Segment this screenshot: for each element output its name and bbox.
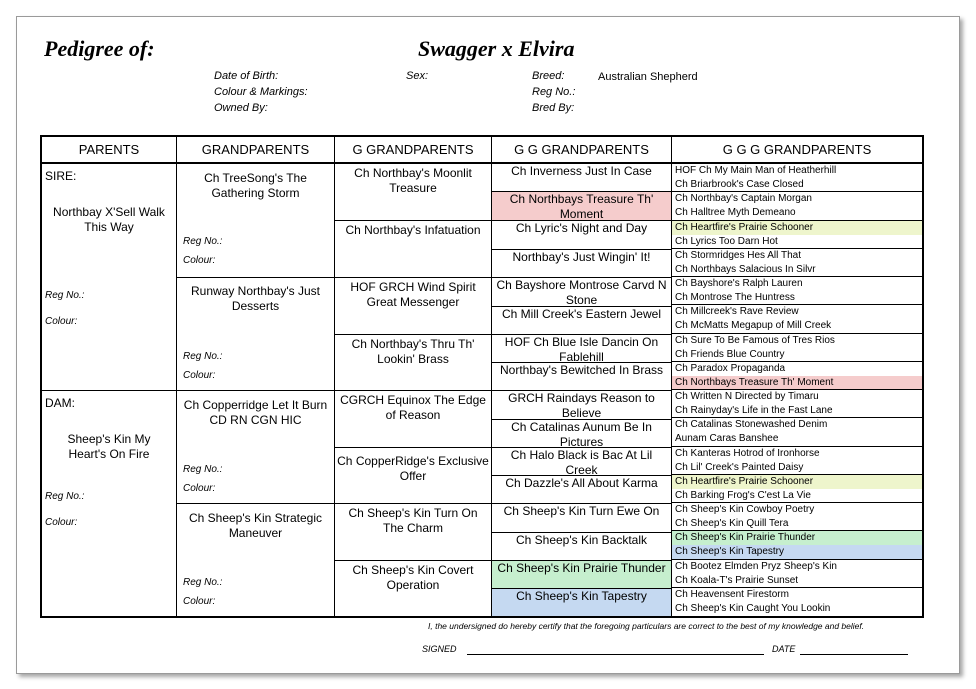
ggg-grandparent-cell: Ch McMatts Megapup of Mill Creek — [672, 319, 922, 334]
ggg-grandparent-cell: Ch Lyrics Too Darn Hot — [672, 235, 922, 249]
colour-markings-label: Colour & Markings: — [214, 86, 308, 98]
g-grandparent-cell: Ch Northbay's Thru Th' Lookin' Brass — [335, 335, 492, 391]
gg-grandparent-cell: GRCH Raindays Reason to Believe — [492, 391, 672, 420]
gp-reg-label: Reg No.: — [183, 351, 223, 362]
pedigree-title-label: Pedigree of: — [44, 36, 155, 61]
ggg-grandparent-cell-highlighted: Ch Northbays Treasure Th' Moment — [672, 376, 922, 390]
col-header-ggg-grandparents: G G G GRANDPARENTS — [672, 137, 922, 164]
ggg-grandparent-cell: Ch Barking Frog's C'est La Vie — [672, 489, 922, 503]
gp-reg-label: Reg No.: — [183, 236, 223, 247]
ggg-grandparents-column — [672, 164, 922, 616]
ggg-grandparent-cell: Ch Sheep's Kin Caught You Lookin — [675, 603, 831, 614]
ggg-grandparent-cell-highlighted: Ch Heartfire's Prairie Schooner — [672, 475, 922, 489]
g-grandparent-cell: Ch Sheep's Kin Turn On The Charm — [335, 504, 492, 561]
dam-name: Sheep's Kin My Heart's On Fire — [67, 432, 151, 461]
ggg-grandparent-cell: Ch Kanteras Hotrod of Ironhorse — [675, 448, 820, 459]
breed-label: Breed: — [532, 70, 565, 82]
gg-grandparent-cell-highlighted: Ch Sheep's Kin Prairie Thunder — [492, 561, 672, 589]
ggg-grandparent-cell: Ch Stormridges Hes All That — [675, 250, 801, 261]
sire-reg-label: Reg No.: — [45, 290, 85, 301]
col-header-grandparents: GRANDPARENTS — [177, 137, 335, 164]
gg-grandparent-cell: Ch Bayshore Montrose Carvd N Stone — [492, 278, 672, 307]
gg-grandparent-cell: Northbay's Bewitched In Brass — [492, 363, 672, 391]
reg-no-label: Reg No.: — [532, 86, 576, 98]
gg-grandparent-cell-highlighted: Ch Sheep's Kin Tapestry — [492, 589, 672, 616]
dam-label: DAM: — [45, 396, 75, 410]
gg-grandparent-cell: Ch Catalinas Aunum Be In Pictures — [492, 420, 672, 448]
ggg-grandparent-cell-highlighted: Ch Sheep's Kin Tapestry — [672, 545, 922, 560]
ggg-grandparent-cell: Ch Koala-T's Prairie Sunset — [672, 574, 922, 588]
gg-grandparent-cell: Ch Sheep's Kin Backtalk — [492, 533, 672, 561]
ggg-grandparent-cell: Ch Briarbrook's Case Closed — [672, 178, 922, 192]
sire-label: SIRE: — [45, 169, 77, 183]
gp-reg-label: Reg No.: — [183, 577, 223, 588]
gg-grandparent-cell: Ch Inverness Just In Case — [492, 164, 672, 192]
dam-colour-label: Colour: — [45, 517, 78, 528]
gp-colour-label: Colour: — [183, 596, 216, 607]
ggg-grandparent-cell: Ch Millcreek's Rave Review — [675, 306, 799, 317]
col-header-gg-grandparents: G G GRANDPARENTS — [492, 137, 672, 164]
gp-colour-label: Colour: — [183, 370, 216, 381]
gg-grandparent-cell: Ch Dazzle's All About Karma — [492, 476, 672, 504]
grandparent-cell — [177, 278, 335, 391]
g-grandparent-cell: CGRCH Equinox The Edge of Reason — [335, 391, 492, 448]
gg-grandparent-cell-highlighted: Ch Northbays Treasure Th' Moment — [492, 192, 672, 221]
gp-colour-label: Colour: — [183, 483, 216, 494]
ggg-grandparent-cell: Ch Lil' Creek's Painted Daisy — [672, 461, 922, 475]
grandparent-name: Ch Copperridge Let It Burn CD RN CGN HIC — [183, 398, 328, 427]
g-grandparent-cell: Ch Northbay's Infatuation — [335, 221, 492, 278]
owned-by-label: Owned By: — [214, 102, 268, 114]
ggg-grandparent-cell: Ch Heavensent Firestorm — [675, 589, 789, 600]
bred-by-label: Bred By: — [532, 102, 575, 114]
gp-colour-label: Colour: — [183, 255, 216, 266]
g-grandparent-cell: Ch Northbay's Moonlit Treasure — [335, 164, 492, 221]
ggg-grandparent-cell: HOF Ch My Main Man of Heatherhill — [675, 165, 837, 176]
ggg-grandparent-cell: Ch Catalinas Stonewashed Denim — [675, 419, 828, 430]
col-header-parents: PARENTS — [42, 137, 177, 164]
grandparent-cell — [177, 504, 335, 616]
ggg-grandparent-cell: Ch Friends Blue Country — [672, 348, 922, 362]
dam-cell — [42, 391, 177, 616]
signed-label: SIGNED — [422, 644, 457, 654]
grandparent-cell — [177, 164, 335, 278]
gg-grandparent-cell: Ch Mill Creek's Eastern Jewel — [492, 307, 672, 335]
gg-grandparent-cell: HOF Ch Blue Isle Dancin On Fablehill — [492, 335, 672, 363]
ggg-grandparent-cell: Ch Bootez Elmden Pryz Sheep's Kin — [675, 561, 837, 572]
date-line[interactable] — [800, 654, 908, 655]
ggg-grandparent-cell: Ch Montrose The Huntress — [672, 291, 922, 305]
ggg-grandparent-cell: Ch Sheep's Kin Cowboy Poetry — [675, 504, 815, 515]
gg-grandparent-cell: Ch Halo Black is Bac At Lil Creek — [492, 448, 672, 476]
sire-colour-label: Colour: — [45, 316, 78, 327]
ggg-grandparent-cell: Ch Written N Directed by Timaru — [675, 391, 819, 402]
gg-grandparent-cell: Ch Sheep's Kin Turn Ewe On — [492, 504, 672, 533]
grandparent-name: Ch Sheep's Kin Strategic Maneuver — [188, 511, 323, 540]
sire-cell — [42, 164, 177, 391]
sex-label: Sex: — [406, 70, 429, 82]
pedigree-table — [40, 135, 924, 618]
g-grandparent-cell: HOF GRCH Wind Spirit Great Messenger — [335, 278, 492, 335]
certify-statement: I, the undersigned do hereby certify that the foregoing particulars are correct to the best of my knowledge and belief. — [428, 621, 865, 631]
ggg-grandparent-cell-highlighted: Ch Sheep's Kin Prairie Thunder — [672, 531, 922, 545]
ggg-grandparent-cell: Ch Sheep's Kin Quill Tera — [672, 517, 922, 531]
gg-grandparent-cell: Ch Lyric's Night and Day — [492, 221, 672, 250]
dob-label: Date of Birth: — [214, 70, 279, 82]
ggg-grandparent-cell-highlighted: Ch Heartfire's Prairie Schooner — [672, 221, 922, 235]
dam-reg-label: Reg No.: — [45, 491, 85, 502]
grandparent-cell — [177, 391, 335, 504]
grandparent-name: Ch TreeSong's The Gathering Storm — [204, 171, 307, 200]
ggg-grandparent-cell: Ch Northbays Salacious In Silvr — [672, 263, 922, 277]
ggg-grandparent-cell: Ch Bayshore's Ralph Lauren — [675, 278, 803, 289]
date-label: DATE — [772, 644, 796, 654]
pedigree-litter-name: Swagger x Elvira — [418, 36, 575, 61]
grandparent-name: Runway Northbay's Just Desserts — [190, 284, 320, 313]
g-grandparent-cell: Ch CopperRidge's Exclusive Offer — [335, 448, 492, 504]
g-grandparent-cell: Ch Sheep's Kin Covert Operation — [335, 561, 492, 616]
ggg-grandparent-cell: Ch Paradox Propaganda — [675, 363, 786, 374]
ggg-grandparent-cell: Ch Northbay's Captain Morgan — [675, 193, 812, 204]
gp-reg-label: Reg No.: — [183, 464, 223, 475]
ggg-grandparent-cell: Aunam Caras Banshee — [672, 432, 922, 447]
breed-value: Australian Shepherd — [598, 71, 698, 83]
gg-grandparent-cell: Northbay's Just Wingin' It! — [492, 250, 672, 278]
col-header-g-grandparents: G GRANDPARENTS — [335, 137, 492, 164]
ggg-grandparent-cell: Ch Halltree Myth Demeano — [672, 206, 922, 221]
signature-line[interactable] — [467, 654, 764, 655]
ggg-grandparent-cell: Ch Sure To Be Famous of Tres Rios — [675, 335, 835, 346]
ggg-grandparent-cell: Ch Rainyday's Life in the Fast Lane — [672, 404, 922, 418]
sire-name: Northbay X'Sell Walk This Way — [53, 205, 165, 234]
